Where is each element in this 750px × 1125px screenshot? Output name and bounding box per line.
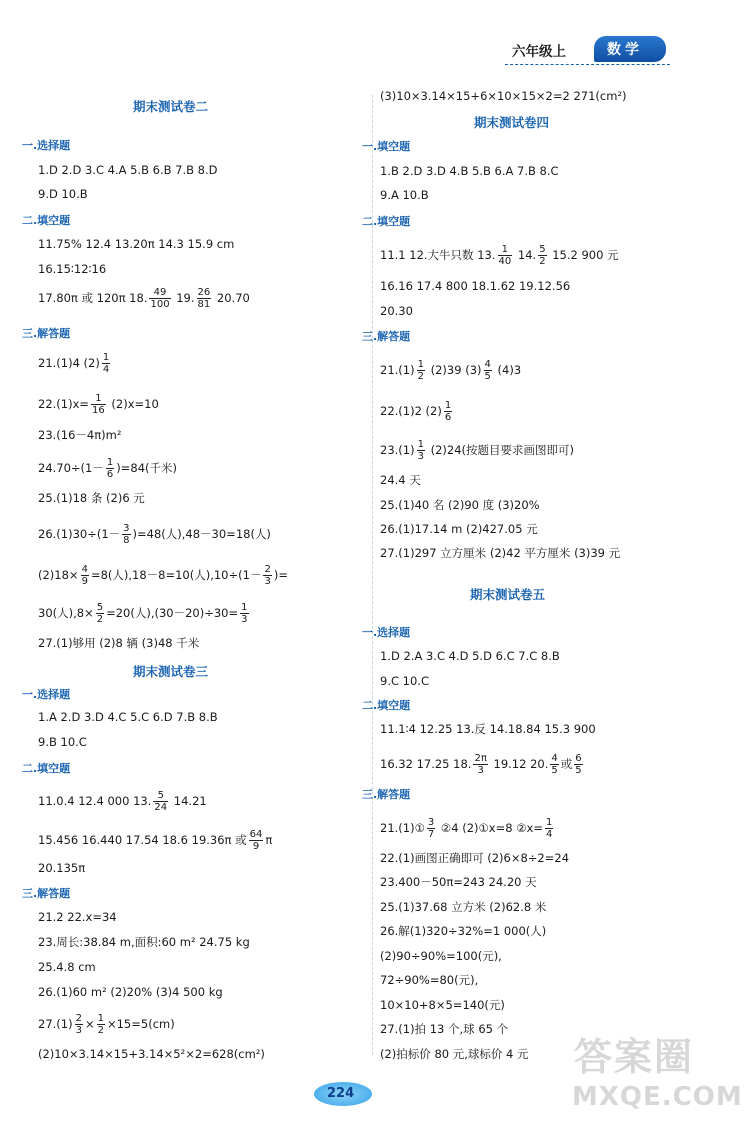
- fraction: $\frac{1}{2}$: [97, 1013, 104, 1036]
- subject-label: 数学: [607, 42, 643, 58]
- header-rule: [505, 64, 670, 65]
- fraction: $\frac{5}{2}$: [539, 244, 546, 267]
- answer-line: 9.D 10.B: [38, 187, 88, 201]
- fraction: $\frac{2\pi}{3}$: [474, 753, 487, 776]
- fraction: $\frac{6}{5}$: [575, 753, 582, 776]
- answer-line: 26.(1)60 m² (2)20% (3)4 500 kg: [38, 985, 223, 999]
- answer-line: 21.(1)4 (2) $\frac{1}{4}$: [38, 352, 110, 375]
- column-divider: [372, 95, 373, 1055]
- fraction: $\frac{2}{3}$: [75, 1013, 82, 1036]
- answer-line: 1.A 2.D 3.D 4.C 5.C 6.D 7.B 8.B: [38, 710, 218, 724]
- answer-line: 16.16 17.4 800 18.1.62 19.12.56: [380, 279, 571, 293]
- watermark: [568, 1020, 746, 1120]
- answer-line: 26.解(1)320÷32%=1 000(人): [380, 924, 547, 938]
- exam-title-5: 期末测试卷五: [470, 587, 546, 602]
- exam-title-4: 期末测试卷四: [474, 115, 550, 130]
- answer-line: 15.456 16.440 17.54 18.6 19.36π 或 $\frac{64}{9}$ π: [38, 829, 273, 852]
- answer-line: 9.A 10.B: [380, 188, 429, 202]
- answer-line: 27.(1) $\frac{2}{3}$ × $\frac{1}{2}$ ×15=5(cm): [38, 1013, 175, 1036]
- answer-line: (2)10×3.14×15+3.14×5²×2=628(cm²): [38, 1047, 265, 1061]
- fraction: $\frac{1}{4}$: [102, 352, 110, 375]
- page-number: 224: [327, 1086, 355, 1101]
- answer-line: 27.(1)拍 13 个,球 65 个: [380, 1022, 509, 1036]
- fraction: $\frac{2}{3}$: [264, 564, 271, 587]
- section-heading: 二.填空题: [362, 215, 411, 228]
- answer-line: 22.(1)2 (2) $\frac{1}{6}$: [380, 400, 452, 423]
- answer-line: 24.70÷(1－ $\frac{1}{6}$ )=84(千米): [38, 457, 177, 480]
- answer-line: 21.(1) $\frac{1}{2}$ (2)39 (3) $\frac{4}{5}$ (4)3: [380, 359, 522, 382]
- answer-line: 27.(1)297 立方厘米 (2)42 平方厘米 (3)39 元: [380, 546, 621, 560]
- fraction: $\frac{4}{5}$: [551, 753, 558, 776]
- section-heading: 二.填空题: [22, 214, 71, 227]
- answer-line: 26.(1)17.14 m (2)427.05 元: [380, 522, 538, 536]
- answer-line: 16.32 17.25 18. $\frac{2\pi}{3}$ 19.12 20. $\frac{4}{5}$ 或 $\frac{6}{5}$: [380, 753, 582, 776]
- answer-line: 11.0.4 12.4 000 13. $\frac{5}{24}$ 14.21: [38, 790, 207, 813]
- fraction: $\frac{1}{3}$: [241, 602, 248, 625]
- section-heading: 一.填空题: [362, 140, 411, 153]
- answer-line: 11.1 12.大牛只数 13. $\frac{1}{40}$ 14. $\frac{5}{2}$ 15.2 900 元: [380, 244, 619, 267]
- answer-line: 23.400－50π=243 24.20 天: [380, 875, 537, 889]
- answer-line: 23.(16－4π)m²: [38, 428, 122, 442]
- answer-line: 21.2 22.x=34: [38, 910, 117, 924]
- answer-line: (3)10×3.14×15+6×10×15×2=2 271(cm²): [380, 89, 627, 103]
- answer-line: 21.(1)① $\frac{3}{7}$ ②4 (2)①x=8 ②x= $\frac{1}{4}$: [380, 817, 553, 840]
- answer-line: 1.B 2.D 3.D 4.B 5.B 6.A 7.B 8.C: [380, 164, 559, 178]
- fraction: $\frac{64}{9}$: [249, 829, 263, 852]
- answer-line: 25.(1)37.68 立方米 (2)62.8 米: [380, 900, 547, 914]
- fraction: $\frac{49}{100}$: [150, 287, 170, 310]
- fraction: $\frac{1}{2}$: [417, 359, 424, 382]
- section-heading: 三.解答题: [362, 330, 411, 343]
- fraction: $\frac{1}{40}$: [498, 244, 512, 267]
- fraction: $\frac{4}{5}$: [484, 359, 491, 382]
- answer-line: 23.(1) $\frac{1}{3}$ (2)24(按题目要求画图即可): [380, 439, 575, 462]
- section-heading: 二.填空题: [362, 699, 411, 712]
- watermark-logo-text: 答案圈: [574, 1035, 695, 1079]
- answer-line: 16.15∶12∶16: [38, 262, 107, 276]
- answer-line: 1.D 2.A 3.C 4.D 5.D 6.C 7.C 8.B: [380, 649, 560, 663]
- answer-line: 72÷90%=80(元),: [380, 973, 479, 987]
- answer-line: (2)拍标价 80 元,球标价 4 元: [380, 1047, 529, 1061]
- section-heading: 一.选择题: [22, 139, 71, 152]
- fraction: $\frac{1}{4}$: [545, 817, 553, 840]
- fraction: $\frac{5}{24}$: [154, 790, 168, 813]
- exam-title-2: 期末测试卷二: [133, 99, 209, 114]
- fraction: $\frac{1}{6}$: [444, 400, 452, 423]
- fraction: $\frac{1}{6}$: [106, 457, 114, 480]
- fraction: $\frac{5}{2}$: [96, 602, 104, 625]
- fraction: $\frac{1}{3}$: [417, 439, 424, 462]
- section-heading: 一.选择题: [22, 688, 71, 701]
- fraction: $\frac{1}{16}$: [92, 393, 105, 416]
- fraction: $\frac{4}{9}$: [81, 564, 88, 587]
- section-heading: 三.解答题: [22, 327, 71, 340]
- answer-line: 27.(1)够用 (2)8 辆 (3)48 千米: [38, 636, 200, 650]
- answer-line: 26.(1)30÷(1－ $\frac{3}{8}$ )=48(人),48－30=18(人): [38, 523, 271, 546]
- watermark-url: MXQE.COM: [572, 1082, 743, 1112]
- answer-line: 22.(1)画图正确即可 (2)6×8÷2=24: [380, 851, 570, 865]
- section-heading: 二.填空题: [22, 762, 71, 775]
- page-number-badge: [314, 1082, 372, 1106]
- section-heading: 一.选择题: [362, 626, 411, 639]
- answer-line: 20.30: [380, 304, 413, 318]
- section-heading: 三.解答题: [22, 887, 71, 900]
- subject-badge: [594, 36, 666, 62]
- answer-line: 11.75% 12.4 13.20π 14.3 15.9 cm: [38, 237, 235, 251]
- answer-line: 24.4 天: [380, 473, 421, 487]
- answer-line: 11.1∶4 12.25 13.反 14.18.84 15.3 900: [380, 722, 596, 736]
- answer-line: (2)90÷90%=100(元),: [380, 949, 502, 963]
- grade-label: 六年级上: [512, 44, 566, 60]
- section-heading: 三.解答题: [362, 788, 411, 801]
- answer-line: 17.80π 或 120π 18. $\frac{49}{100}$ 19. $\frac{26}{81}$ 20.70: [38, 287, 250, 310]
- answer-line: 1.D 2.D 3.C 4.A 5.B 6.B 7.B 8.D: [38, 163, 218, 177]
- answer-line: (2)18× $\frac{4}{9}$ =8(人),18－8=10(人),10÷(1－ $\frac{2}{3}$ )=: [38, 564, 288, 587]
- fraction: $\frac{26}{81}$: [197, 287, 211, 310]
- answer-line: 25.(1)40 名 (2)90 度 (3)20%: [380, 498, 540, 512]
- fraction: $\frac{3}{8}$: [123, 523, 130, 546]
- answer-line: 22.(1)x= $\frac{1}{16}$ (2)x=10: [38, 393, 159, 416]
- answer-line: 23.周长:38.84 m,面积:60 m² 24.75 kg: [38, 935, 250, 949]
- answer-line: 9.C 10.C: [380, 674, 429, 688]
- fraction: $\frac{3}{7}$: [427, 817, 435, 840]
- answer-line: 25.4.8 cm: [38, 960, 96, 974]
- exam-title-3: 期末测试卷三: [133, 664, 209, 679]
- answer-line: 25.(1)18 条 (2)6 元: [38, 491, 145, 505]
- answer-line: 9.B 10.C: [38, 735, 87, 749]
- answer-line: 10×10+8×5=140(元): [380, 998, 505, 1012]
- answer-line: 30(人),8× $\frac{5}{2}$ =20(人),(30－20)÷30= $\frac{1}{3}$: [38, 602, 248, 625]
- answer-line: 20.135π: [38, 861, 86, 875]
